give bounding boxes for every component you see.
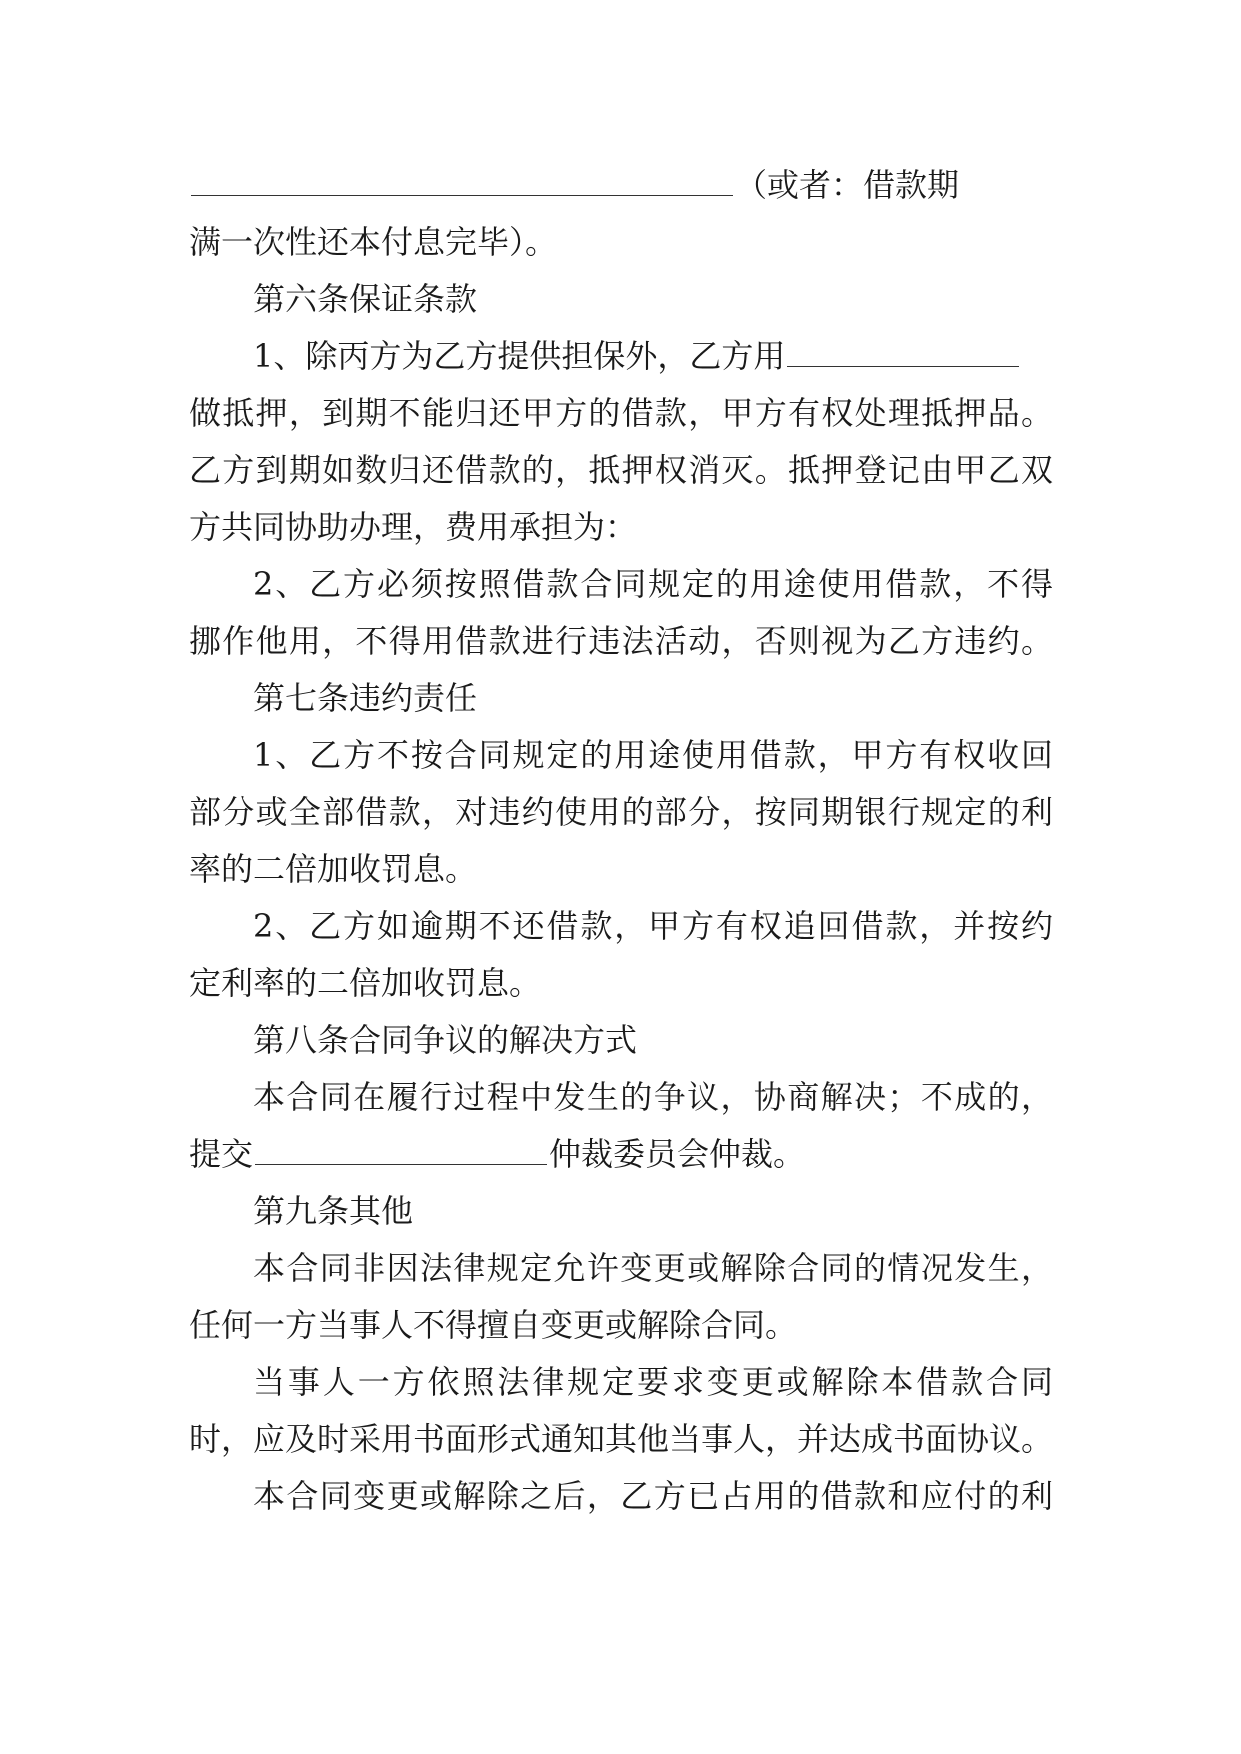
section-heading: 第八条合同争议的解决方式 bbox=[253, 1021, 638, 1059]
text-line: 乙方到期如数归还借款的，抵押权消灭。抵押登记由甲乙双 bbox=[189, 451, 1053, 489]
text-line: 本合同在履行过程中发生的争议，协商解决；不成的， bbox=[253, 1078, 1053, 1116]
text-line: 2、乙方如逾期不还借款，甲方有权追回借款，并按约 bbox=[253, 907, 1053, 945]
text-line: 提交 仲裁委员会仲裁。 bbox=[189, 1124, 1053, 1184]
text-line: 部分或全部借款，对违约使用的部分，按同期银行规定的利 bbox=[189, 793, 1053, 831]
section-heading: 第九条其他 bbox=[253, 1192, 414, 1230]
fill-in-blank bbox=[191, 157, 733, 196]
text-line: 做抵押，到期不能归还甲方的借款，甲方有权处理抵押品。 bbox=[189, 394, 1053, 432]
text-line: 率的二倍加收罚息。 bbox=[189, 850, 478, 888]
text-line: 满一次性还本付息完毕）。 bbox=[189, 223, 558, 261]
text-line: 任何一方当事人不得擅自变更或解除合同。 bbox=[189, 1306, 798, 1344]
text-line: （或者：借款期 bbox=[189, 155, 1053, 215]
document-page bbox=[189, 155, 1053, 1555]
text-line: 1、乙方不按合同规定的用途使用借款，甲方有权收回 bbox=[253, 736, 1053, 774]
section-heading: 第六条保证条款 bbox=[253, 280, 478, 318]
text-line: 本合同非因法律规定允许变更或解除合同的情况发生， bbox=[253, 1249, 1053, 1287]
section-heading: 第七条违约责任 bbox=[253, 679, 478, 717]
text-line: 当事人一方依照法律规定要求变更或解除本借款合同 bbox=[253, 1363, 1053, 1401]
text-line: 1、除丙方为乙方提供担保外，乙方用 bbox=[189, 326, 1053, 386]
text-line: 时，应及时采用书面形式通知其他当事人，并达成书面协议。 bbox=[189, 1420, 1054, 1458]
text-line: 本合同变更或解除之后，乙方已占用的借款和应付的利 bbox=[253, 1477, 1053, 1515]
text-line: 挪作他用，不得用借款进行违法活动，否则视为乙方违约。 bbox=[189, 622, 1053, 660]
text-line: 方共同协助办理，费用承担为： bbox=[189, 508, 638, 546]
text-line: 定利率的二倍加收罚息。 bbox=[189, 964, 542, 1002]
text-line: 2、乙方必须按照借款合同规定的用途使用借款，不得 bbox=[253, 565, 1053, 603]
fill-in-blank bbox=[787, 328, 1019, 367]
fill-in-blank bbox=[255, 1126, 547, 1165]
